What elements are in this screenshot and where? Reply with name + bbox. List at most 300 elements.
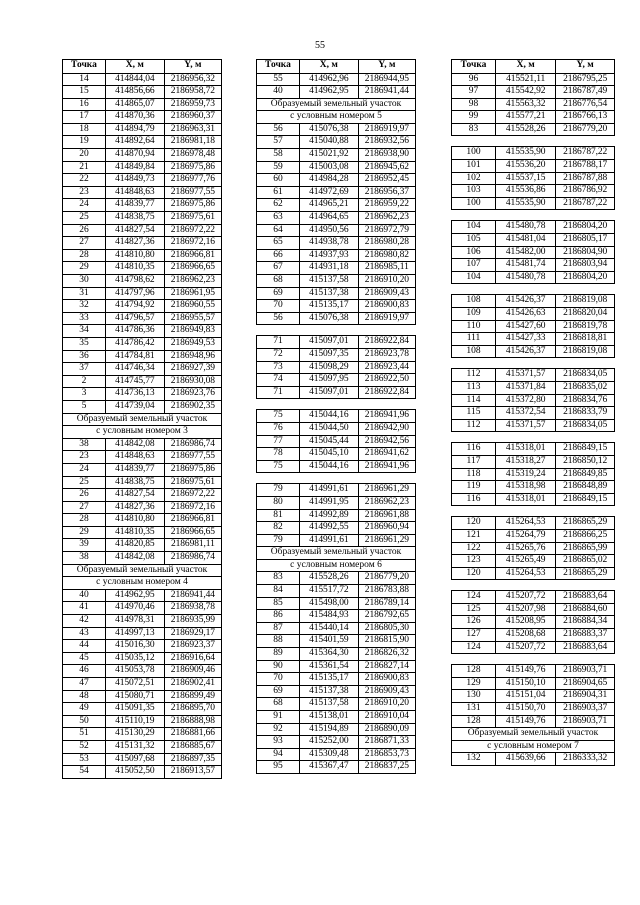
point-cell: 36 — [63, 350, 106, 363]
x-cell: 415372,80 — [496, 394, 556, 407]
table-row — [452, 394, 615, 407]
table-row — [257, 761, 416, 774]
y-cell: 2186853,73 — [358, 748, 415, 761]
table-row — [63, 111, 222, 124]
x-cell: 414786,36 — [105, 325, 164, 338]
y-cell: 2186980,82 — [358, 249, 415, 262]
y-cell: 2186966,65 — [164, 262, 221, 275]
y-cell: 2186805,17 — [556, 234, 615, 247]
y-cell: 2186903,37 — [556, 703, 615, 716]
point-cell: 43 — [63, 627, 106, 640]
x-cell: 414870,94 — [105, 149, 164, 162]
y-cell: 2186961,29 — [358, 484, 415, 497]
table-row — [63, 463, 222, 476]
spacer-cell — [257, 473, 416, 484]
x-cell: 415498,00 — [299, 597, 358, 610]
table-row — [63, 665, 222, 678]
table-row — [257, 312, 416, 325]
point-cell: 99 — [452, 111, 496, 124]
y-cell: 2186883,64 — [556, 591, 615, 604]
point-cell: 118 — [452, 468, 496, 481]
y-cell: 2186819,78 — [556, 320, 615, 333]
point-cell: 81 — [257, 509, 300, 522]
table-row — [63, 690, 222, 703]
point-cell: 127 — [452, 629, 496, 642]
x-cell: 415542,92 — [496, 86, 556, 99]
y-cell: 2186956,32 — [164, 73, 221, 86]
y-cell: 2186865,02 — [556, 555, 615, 568]
y-cell: 2186819,08 — [556, 295, 615, 308]
point-cell: 18 — [63, 123, 106, 136]
x-cell: 415080,71 — [105, 690, 164, 703]
table-row — [257, 509, 416, 522]
y-cell: 2186942,90 — [358, 422, 415, 435]
header-x: X, м — [105, 60, 164, 74]
point-cell: 88 — [257, 635, 300, 648]
x-cell: 414870,36 — [105, 111, 164, 124]
point-cell: 5 — [63, 400, 106, 413]
table-row — [63, 237, 222, 250]
point-cell: 38 — [63, 438, 106, 451]
x-cell: 414736,13 — [105, 388, 164, 401]
table-row — [452, 333, 615, 346]
point-cell: 92 — [257, 723, 300, 736]
y-cell: 2186919,97 — [358, 312, 415, 325]
table-row — [257, 673, 416, 686]
y-cell: 2186923,44 — [358, 361, 415, 374]
table-row — [63, 627, 222, 640]
table-header-row — [452, 60, 615, 74]
y-cell: 2186959,22 — [358, 199, 415, 212]
point-cell: 103 — [452, 185, 496, 198]
point-cell: 57 — [257, 136, 300, 149]
table-row — [63, 602, 222, 615]
table-row — [63, 526, 222, 539]
table-row — [452, 443, 615, 456]
point-cell: 123 — [452, 555, 496, 568]
x-cell: 415052,50 — [105, 766, 164, 779]
spacer-row — [452, 136, 615, 147]
x-cell: 414810,35 — [105, 526, 164, 539]
y-cell: 2186910,04 — [358, 711, 415, 724]
table-row — [452, 73, 615, 86]
table-row — [452, 567, 615, 580]
y-cell: 2186938,90 — [358, 149, 415, 162]
y-cell: 2186818,81 — [556, 333, 615, 346]
y-cell: 2186913,57 — [164, 766, 221, 779]
point-cell: 116 — [452, 443, 496, 456]
coordinates-table-column-3 — [451, 59, 615, 766]
point-cell: 120 — [452, 567, 496, 580]
table-row — [63, 766, 222, 779]
spacer-row — [257, 325, 416, 336]
x-cell: 414962,95 — [299, 86, 358, 99]
y-cell: 2186787,88 — [556, 172, 615, 185]
point-cell: 86 — [257, 610, 300, 623]
point-cell: 20 — [63, 149, 106, 162]
x-cell: 415426,37 — [496, 345, 556, 358]
x-cell: 415426,37 — [496, 295, 556, 308]
table-row — [63, 149, 222, 162]
x-cell: 414938,78 — [299, 237, 358, 250]
y-cell: 2186923,76 — [164, 388, 221, 401]
table-row — [452, 246, 615, 259]
x-cell: 414827,36 — [105, 501, 164, 514]
point-cell: 21 — [63, 161, 106, 174]
y-cell: 2186977,55 — [164, 186, 221, 199]
x-cell: 414892,64 — [105, 136, 164, 149]
point-cell: 15 — [63, 86, 106, 99]
y-cell: 2186945,62 — [358, 161, 415, 174]
header-x: X, м — [299, 60, 358, 74]
point-cell: 124 — [452, 641, 496, 654]
y-cell: 2186902,41 — [164, 678, 221, 691]
x-cell: 415045,10 — [299, 448, 358, 461]
point-cell: 119 — [452, 481, 496, 494]
table-row — [452, 197, 615, 210]
x-cell: 415577,21 — [496, 111, 556, 124]
spacer-cell — [452, 358, 615, 369]
point-cell: 126 — [452, 616, 496, 629]
point-cell: 63 — [257, 212, 300, 225]
table-row — [63, 375, 222, 388]
x-cell: 415364,30 — [299, 648, 358, 661]
table-row — [257, 410, 416, 423]
x-cell: 415135,17 — [299, 300, 358, 313]
x-cell: 415426,63 — [496, 308, 556, 321]
point-cell: 51 — [63, 728, 106, 741]
table-row — [452, 407, 615, 420]
point-cell: 93 — [257, 736, 300, 749]
table-row — [63, 652, 222, 665]
y-cell: 2186922,84 — [358, 386, 415, 399]
point-cell: 94 — [257, 748, 300, 761]
point-cell: 54 — [63, 766, 106, 779]
parcel-caption-row — [257, 98, 416, 111]
point-cell: 24 — [63, 463, 106, 476]
point-cell: 41 — [63, 602, 106, 615]
parcel-caption: с условным номером 4 — [63, 577, 222, 590]
x-cell: 415440,14 — [299, 622, 358, 635]
y-cell: 2186942,56 — [358, 435, 415, 448]
x-cell: 415319,24 — [496, 468, 556, 481]
header-x: X, м — [496, 60, 556, 74]
table-row — [63, 539, 222, 552]
x-cell: 414950,56 — [299, 224, 358, 237]
point-cell: 58 — [257, 149, 300, 162]
x-cell: 414991,95 — [299, 496, 358, 509]
parcel-caption-row — [452, 728, 615, 741]
table-row — [63, 86, 222, 99]
y-cell: 2186958,72 — [164, 86, 221, 99]
x-cell: 415097,35 — [299, 348, 358, 361]
x-cell: 415150,70 — [496, 703, 556, 716]
x-cell: 415150,10 — [496, 677, 556, 690]
y-cell: 2186766,13 — [556, 111, 615, 124]
y-cell: 2186904,65 — [556, 677, 615, 690]
x-cell: 415367,47 — [299, 761, 358, 774]
y-cell: 2186848,89 — [556, 481, 615, 494]
x-cell: 414972,69 — [299, 186, 358, 199]
table-header-row — [63, 60, 222, 74]
y-cell: 2186792,65 — [358, 610, 415, 623]
table-row — [257, 422, 416, 435]
x-cell: 414992,55 — [299, 522, 358, 535]
table-row — [63, 186, 222, 199]
table-row — [63, 174, 222, 187]
parcel-caption-row — [257, 111, 416, 124]
point-cell: 16 — [63, 98, 106, 111]
y-cell: 2186803,94 — [556, 259, 615, 272]
x-cell: 415130,29 — [105, 728, 164, 741]
y-cell: 2186805,30 — [358, 622, 415, 635]
x-cell: 414786,42 — [105, 337, 164, 350]
table-row — [257, 161, 416, 174]
y-cell: 2186960,37 — [164, 111, 221, 124]
y-cell: 2186961,95 — [164, 287, 221, 300]
x-cell: 414844,04 — [105, 73, 164, 86]
x-cell: 415076,38 — [299, 312, 358, 325]
table-row — [63, 489, 222, 502]
x-cell: 414894,79 — [105, 123, 164, 136]
x-cell: 414838,75 — [105, 212, 164, 225]
point-cell: 26 — [63, 489, 106, 502]
spacer-cell — [452, 136, 615, 147]
y-cell: 2186795,25 — [556, 73, 615, 86]
point-cell: 129 — [452, 677, 496, 690]
point-cell: 67 — [257, 262, 300, 275]
y-cell: 2186975,86 — [164, 161, 221, 174]
y-cell: 2186972,22 — [164, 489, 221, 502]
y-cell: 2186948,96 — [164, 350, 221, 363]
point-cell: 90 — [257, 660, 300, 673]
y-cell: 2186910,20 — [358, 698, 415, 711]
x-cell: 415265,49 — [496, 555, 556, 568]
x-cell: 415264,53 — [496, 517, 556, 530]
y-cell: 2186978,48 — [164, 149, 221, 162]
table-row — [63, 753, 222, 766]
point-cell: 125 — [452, 603, 496, 616]
point-cell: 59 — [257, 161, 300, 174]
table-row — [257, 610, 416, 623]
y-cell: 2186986,74 — [164, 438, 221, 451]
x-cell: 414848,63 — [105, 451, 164, 464]
y-cell: 2186975,61 — [164, 212, 221, 225]
point-cell: 28 — [63, 249, 106, 262]
y-cell: 2186961,29 — [358, 534, 415, 547]
point-cell: 78 — [257, 448, 300, 461]
y-cell: 2186972,22 — [164, 224, 221, 237]
y-cell: 2186980,28 — [358, 237, 415, 250]
x-cell: 415045,44 — [299, 435, 358, 448]
point-cell: 19 — [63, 136, 106, 149]
table-row — [452, 369, 615, 382]
point-cell: 106 — [452, 246, 496, 259]
x-cell: 415427,33 — [496, 333, 556, 346]
y-cell: 2186900,83 — [358, 300, 415, 313]
point-cell: 44 — [63, 640, 106, 653]
point-cell: 3 — [63, 388, 106, 401]
spacer-row — [452, 506, 615, 517]
table-row — [63, 262, 222, 275]
x-cell: 414810,35 — [105, 262, 164, 275]
table-row — [452, 320, 615, 333]
x-cell: 415137,58 — [299, 275, 358, 288]
x-cell: 415537,15 — [496, 172, 556, 185]
table-row — [257, 648, 416, 661]
x-cell: 415207,72 — [496, 641, 556, 654]
point-cell: 61 — [257, 186, 300, 199]
table-row — [452, 271, 615, 284]
point-cell: 40 — [257, 86, 300, 99]
x-cell: 414991,61 — [299, 534, 358, 547]
table-row — [257, 622, 416, 635]
y-cell: 2186904,31 — [556, 690, 615, 703]
x-cell: 415098,29 — [299, 361, 358, 374]
point-cell: 55 — [257, 73, 300, 86]
table-row — [63, 552, 222, 565]
point-cell: 48 — [63, 690, 106, 703]
table-row — [257, 136, 416, 149]
y-cell: 2186885,67 — [164, 740, 221, 753]
y-cell: 2186902,35 — [164, 400, 221, 413]
x-cell: 415264,53 — [496, 567, 556, 580]
point-cell: 95 — [257, 761, 300, 774]
table-row — [63, 275, 222, 288]
point-cell: 72 — [257, 348, 300, 361]
x-cell: 414849,73 — [105, 174, 164, 187]
y-cell: 2186923,78 — [358, 348, 415, 361]
x-cell: 415110,19 — [105, 715, 164, 728]
header-point: Точка — [452, 60, 496, 74]
y-cell: 2186975,86 — [164, 199, 221, 212]
table-row — [63, 640, 222, 653]
point-cell: 23 — [63, 186, 106, 199]
table-row — [452, 185, 615, 198]
point-cell: 28 — [63, 514, 106, 527]
x-cell: 414827,54 — [105, 224, 164, 237]
table-row — [452, 493, 615, 506]
point-cell: 130 — [452, 690, 496, 703]
x-cell: 415361,54 — [299, 660, 358, 673]
x-cell: 414784,81 — [105, 350, 164, 363]
x-cell: 415040,88 — [299, 136, 358, 149]
x-cell: 414856,66 — [105, 86, 164, 99]
point-cell: 47 — [63, 678, 106, 691]
point-cell: 113 — [452, 381, 496, 394]
table-row — [257, 522, 416, 535]
y-cell: 2186779,20 — [358, 572, 415, 585]
table-row — [63, 728, 222, 741]
y-cell: 2186966,81 — [164, 249, 221, 262]
point-cell: 104 — [452, 221, 496, 234]
spacer-row — [257, 399, 416, 410]
page-number: 55 — [315, 40, 325, 51]
table-row — [452, 529, 615, 542]
table-row — [63, 123, 222, 136]
point-cell: 114 — [452, 394, 496, 407]
y-cell: 2186333,32 — [556, 753, 615, 766]
spacer-cell — [452, 506, 615, 517]
point-cell: 121 — [452, 529, 496, 542]
parcel-caption: с условным номером 3 — [63, 426, 222, 439]
table-row — [257, 374, 416, 387]
table-row — [257, 249, 416, 262]
y-cell: 2186955,57 — [164, 312, 221, 325]
x-cell: 414798,62 — [105, 275, 164, 288]
y-cell: 2186963,31 — [164, 123, 221, 136]
y-cell: 2186941,96 — [358, 410, 415, 423]
point-cell: 128 — [452, 665, 496, 678]
table-row — [257, 199, 416, 212]
y-cell: 2186985,11 — [358, 262, 415, 275]
point-cell: 34 — [63, 325, 106, 338]
point-cell: 66 — [257, 249, 300, 262]
y-cell: 2186962,23 — [164, 275, 221, 288]
point-cell: 85 — [257, 597, 300, 610]
table-row — [452, 542, 615, 555]
x-cell: 415372,54 — [496, 407, 556, 420]
table-row — [257, 174, 416, 187]
y-cell: 2186786,92 — [556, 185, 615, 198]
parcel-caption-row — [63, 577, 222, 590]
x-cell: 414745,77 — [105, 375, 164, 388]
point-cell: 132 — [452, 753, 496, 766]
table-row — [63, 161, 222, 174]
point-cell: 79 — [257, 484, 300, 497]
y-cell: 2186941,62 — [358, 448, 415, 461]
table-row — [63, 740, 222, 753]
table-row — [257, 361, 416, 374]
x-cell: 415076,38 — [299, 123, 358, 136]
table-row — [257, 484, 416, 497]
x-cell: 415149,76 — [496, 665, 556, 678]
table-header-row — [257, 60, 416, 74]
point-cell: 89 — [257, 648, 300, 661]
y-cell: 2186909,46 — [164, 665, 221, 678]
y-cell: 2186977,55 — [164, 451, 221, 464]
table-row — [63, 514, 222, 527]
y-cell: 2186961,88 — [358, 509, 415, 522]
y-cell: 2186932,56 — [358, 136, 415, 149]
parcel-caption: Образуемый земельный участок — [63, 413, 222, 426]
y-cell: 2186949,53 — [164, 337, 221, 350]
y-cell: 2186783,88 — [358, 585, 415, 598]
x-cell: 414962,96 — [299, 73, 358, 86]
x-cell: 415208,68 — [496, 629, 556, 642]
table-row — [63, 715, 222, 728]
table-row — [257, 496, 416, 509]
coordinates-table — [451, 59, 615, 766]
y-cell: 2186804,90 — [556, 246, 615, 259]
table-row — [257, 287, 416, 300]
y-cell: 2186922,50 — [358, 374, 415, 387]
y-cell: 2186962,23 — [358, 212, 415, 225]
x-cell: 415482,00 — [496, 246, 556, 259]
table-row — [452, 616, 615, 629]
table-row — [257, 572, 416, 585]
table-row — [257, 149, 416, 162]
x-cell: 414796,57 — [105, 312, 164, 325]
x-cell: 414964,65 — [299, 212, 358, 225]
x-cell: 415021,92 — [299, 149, 358, 162]
x-cell: 415517,72 — [299, 585, 358, 598]
point-cell: 77 — [257, 435, 300, 448]
point-cell: 112 — [452, 369, 496, 382]
point-cell: 75 — [257, 410, 300, 423]
x-cell: 415481,74 — [496, 259, 556, 272]
table-row — [257, 348, 416, 361]
